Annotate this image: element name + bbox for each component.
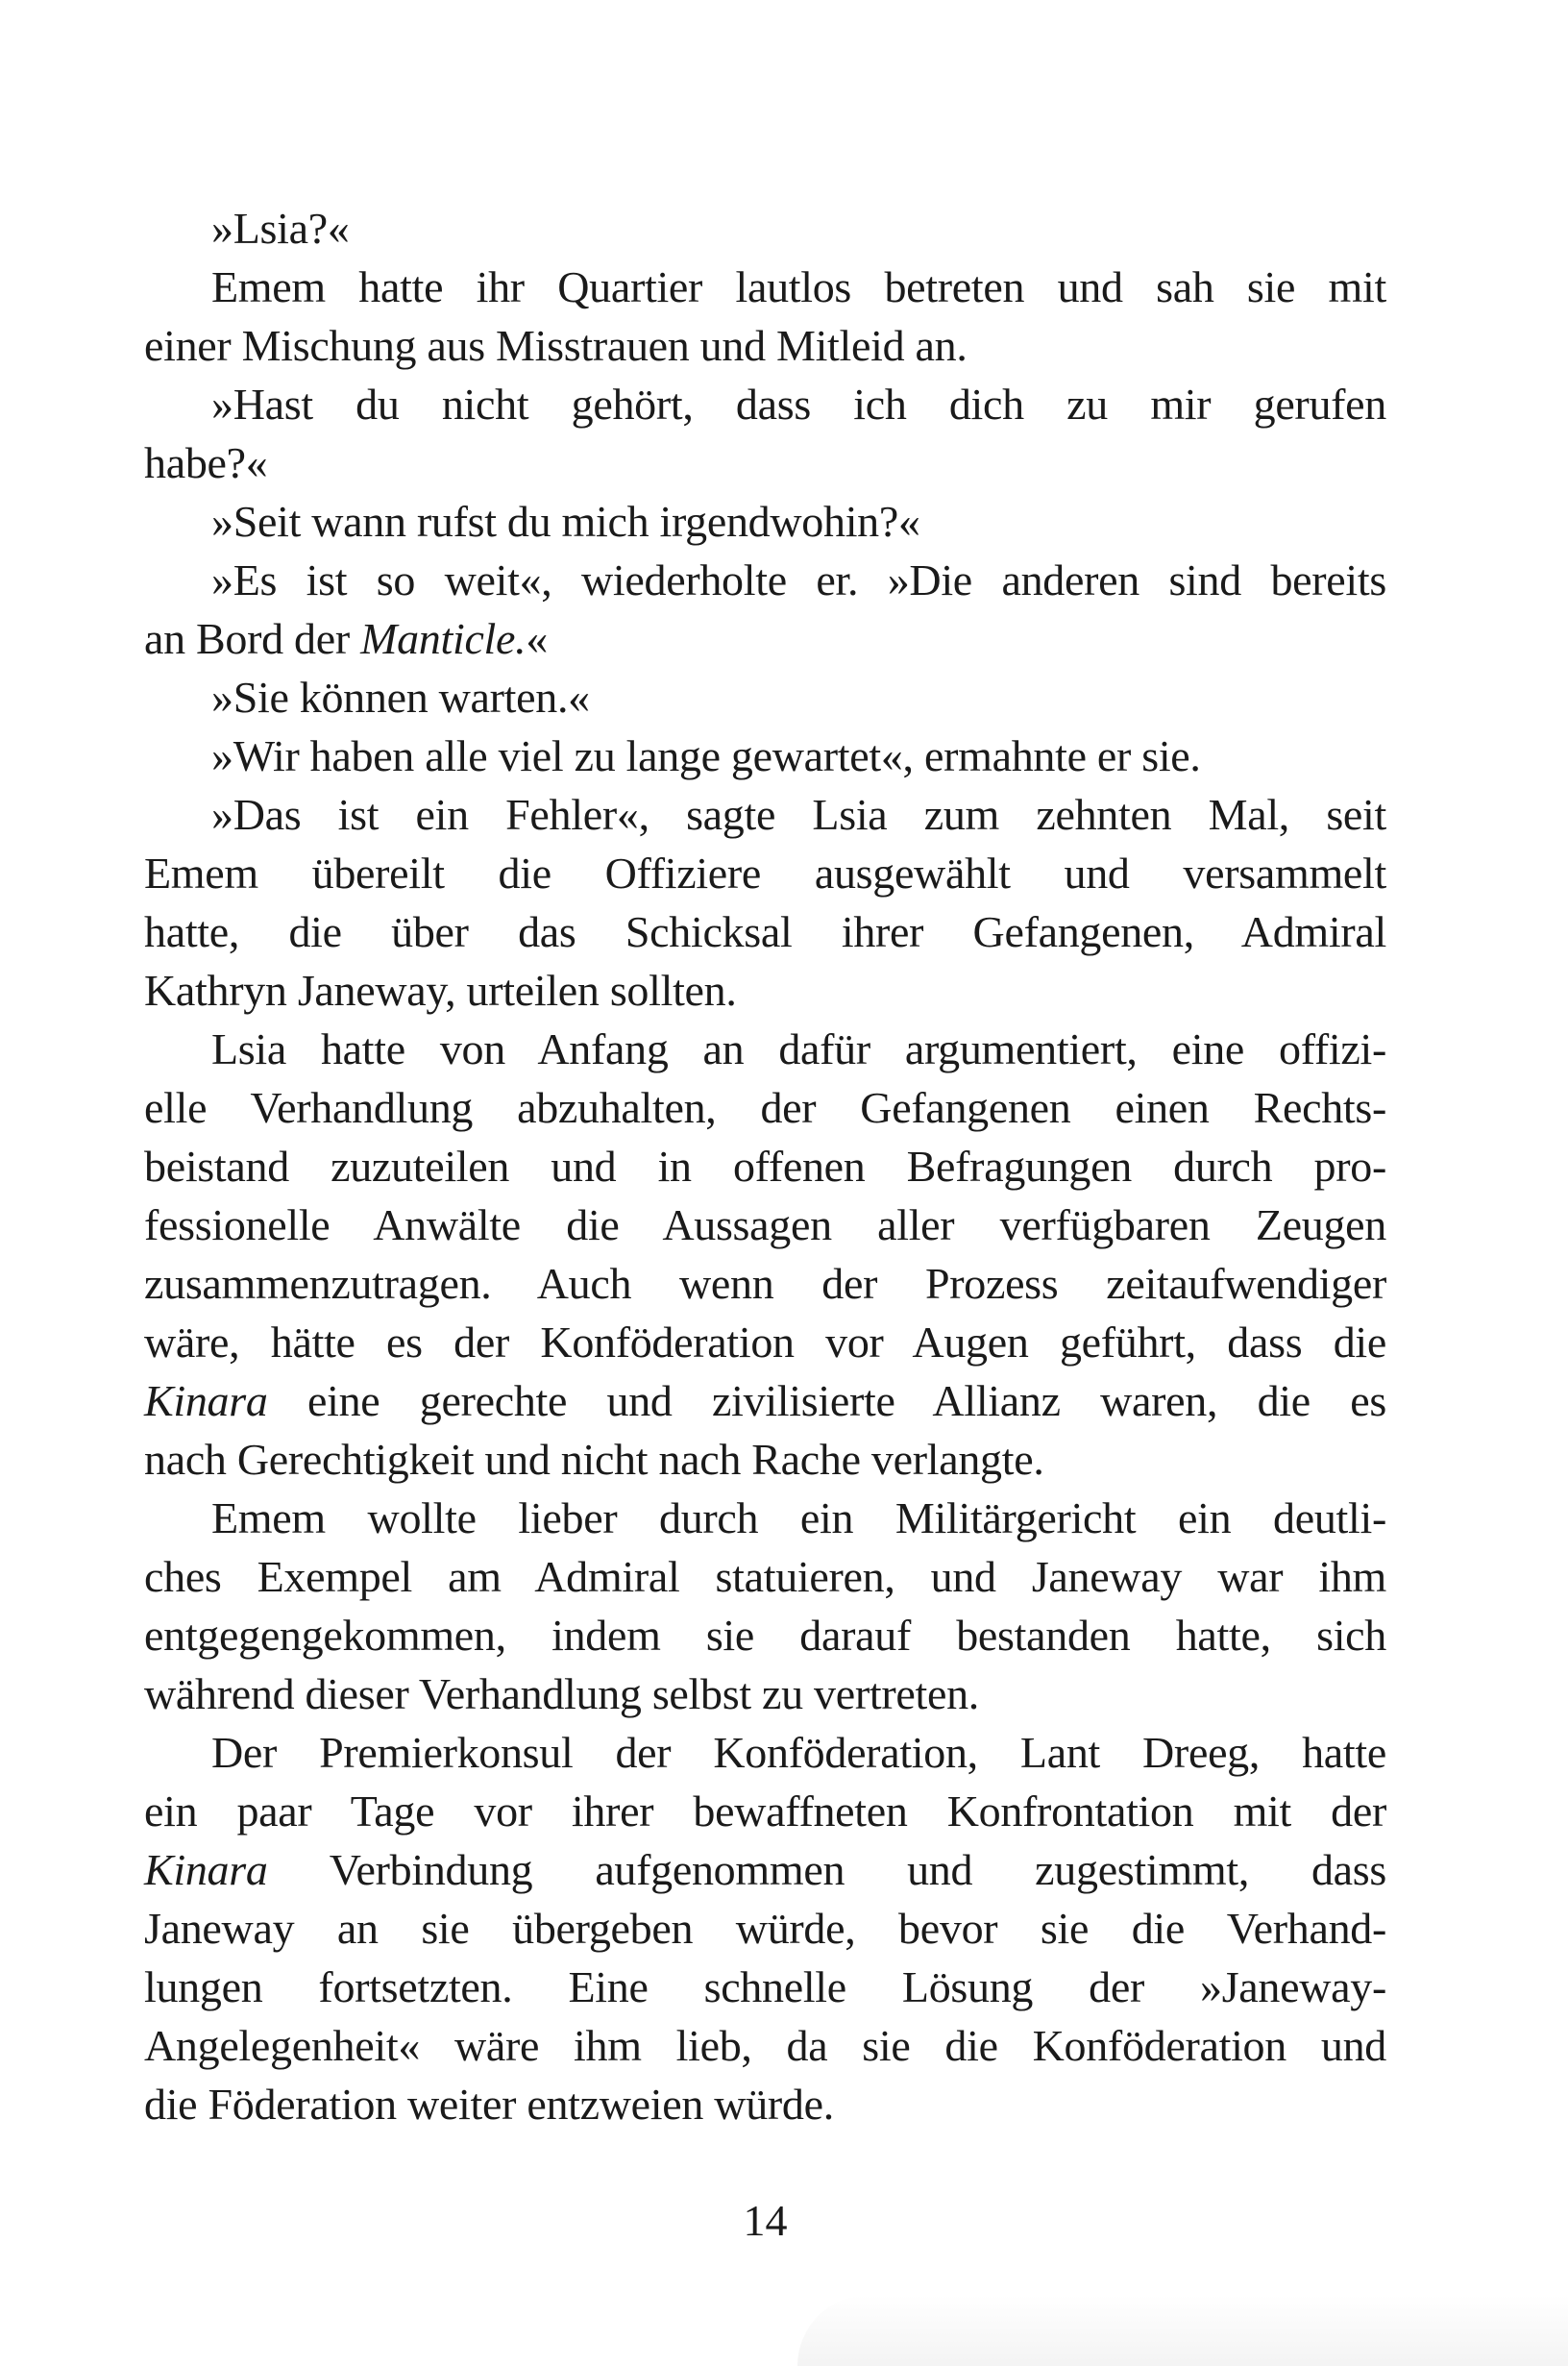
paragraph — [144, 785, 1386, 1020]
text-segment: Emem übereilt die Offiziere ausgewählt und versammelt — [144, 849, 1386, 898]
text-segment: an Bord der — [144, 614, 361, 663]
text-segment: habe?« — [144, 438, 268, 487]
text-line — [144, 1137, 1386, 1195]
text-line — [144, 1958, 1386, 2016]
paragraph — [144, 375, 1386, 492]
text-line — [144, 1840, 1386, 1899]
text-segment: Emem hatte ihr Quartier lautlos betreten und sah sie mit — [211, 262, 1386, 311]
text-line — [144, 844, 1386, 902]
text-segment: entgegengekommen, indem sie darauf bestanden hatte, sich — [144, 1611, 1386, 1660]
paragraph — [144, 551, 1386, 668]
paragraph — [144, 258, 1386, 375]
text-segment: einer Mischung aus Misstrauen und Mitleid an. — [144, 321, 968, 370]
text-line — [144, 316, 1386, 375]
text-line — [144, 609, 1386, 668]
text-line — [144, 551, 1386, 609]
text-line — [144, 1664, 1386, 1723]
text-segment: hatte, die über das Schicksal ihrer Gefangenen, Admiral — [144, 907, 1386, 956]
text-line — [144, 1313, 1386, 1371]
text-line — [144, 2016, 1386, 2075]
text-segment: ein paar Tage vor ihrer bewaffneten Konfrontation mit der — [144, 1787, 1386, 1836]
text-line — [144, 668, 1386, 727]
text-segment: »Sie können warten.« — [211, 673, 590, 722]
text-segment: zusammenzutragen. Auch wenn der Prozess zeitaufwendiger — [144, 1259, 1386, 1308]
text-segment: lungen fortsetzten. Eine schnelle Lösung der »Janeway- — [144, 1962, 1386, 2011]
text-line — [144, 1723, 1386, 1782]
text-block — [144, 199, 1386, 2133]
paragraph — [144, 199, 1386, 258]
page-number: 14 — [743, 2196, 788, 2245]
text-segment: wäre, hätte es der Konföderation vor Augen geführt, dass die — [144, 1318, 1386, 1367]
text-segment: »Lsia?« — [211, 204, 350, 253]
text-line — [144, 1195, 1386, 1254]
text-line — [144, 1782, 1386, 1840]
text-line — [144, 961, 1386, 1020]
text-segment: fessionelle Anwälte die Aussagen aller verfügbaren Zeugen — [144, 1200, 1386, 1249]
text-line — [144, 492, 1386, 551]
text-segment: Verbindung aufgenommen und zugestimmt, dass — [267, 1845, 1386, 1894]
italic-name-text: Manticle. — [360, 614, 527, 663]
text-segment: nach Gerechtigkeit und nicht nach Rache verlangte. — [144, 1435, 1044, 1484]
paragraph — [144, 668, 1386, 727]
text-line — [144, 1899, 1386, 1958]
text-line — [144, 1254, 1386, 1313]
paragraph — [144, 1489, 1386, 1723]
text-line — [144, 1078, 1386, 1137]
page-edge-shadow — [797, 2295, 1568, 2366]
text-segment: Angelegenheit« wäre ihm lieb, da sie die Konföderation und — [144, 2021, 1386, 2070]
text-segment: »Hast du nicht gehört, dass ich dich zu mir gerufen — [211, 380, 1386, 429]
text-segment: Kathryn Janeway, urteilen sollten. — [144, 966, 737, 1015]
italic-name-text: Kinara — [144, 1376, 268, 1425]
text-segment: Janeway an sie übergeben würde, bevor sie die Verhand- — [144, 1904, 1386, 1953]
text-line — [144, 1489, 1386, 1547]
paragraph — [144, 1723, 1386, 2133]
text-segment: eine gerechte und zivilisierte Allianz waren, die es — [267, 1376, 1386, 1425]
text-segment: während dieser Verhandlung selbst zu vertreten. — [144, 1669, 979, 1718]
italic-name-text: Kinara — [144, 1845, 268, 1894]
text-segment: »Wir haben alle viel zu lange gewartet«, ermahnte er sie. — [211, 731, 1201, 780]
text-line — [144, 902, 1386, 961]
text-line — [144, 1547, 1386, 1606]
text-segment: die Föderation weiter entzweien würde. — [144, 2080, 834, 2129]
text-segment: elle Verhandlung abzuhalten, der Gefangenen einen Rechts- — [144, 1083, 1386, 1132]
text-segment: Der Premierkonsul der Konföderation, Lant Dreeg, hatte — [211, 1728, 1386, 1777]
text-segment: Emem wollte lieber durch ein Militärgericht ein deutli- — [211, 1493, 1386, 1542]
text-segment: ches Exempel am Admiral statuieren, und Janeway war ihm — [144, 1552, 1386, 1601]
text-segment: « — [526, 614, 549, 663]
text-line — [144, 2075, 1386, 2133]
text-segment: »Das ist ein Fehler«, sagte Lsia zum zehnten Mal, seit — [211, 790, 1386, 839]
paragraph — [144, 1020, 1386, 1489]
text-segment: beistand zuzuteilen und in offenen Befragungen durch pro- — [144, 1142, 1386, 1191]
text-line — [144, 375, 1386, 433]
text-line — [144, 785, 1386, 844]
text-line — [144, 1430, 1386, 1489]
text-line — [144, 199, 1386, 258]
paragraph — [144, 727, 1386, 785]
text-line — [144, 727, 1386, 785]
paragraph — [144, 492, 1386, 551]
text-line — [144, 433, 1386, 492]
text-line — [144, 1606, 1386, 1664]
text-segment: Lsia hatte von Anfang an dafür argumentiert, eine offizi- — [211, 1024, 1386, 1073]
text-line — [144, 1371, 1386, 1430]
text-line — [144, 258, 1386, 316]
text-segment: »Seit wann rufst du mich irgendwohin?« — [211, 497, 920, 546]
text-segment: »Es ist so weit«, wiederholte er. »Die anderen sind bereits — [211, 555, 1386, 604]
text-line — [144, 1020, 1386, 1078]
